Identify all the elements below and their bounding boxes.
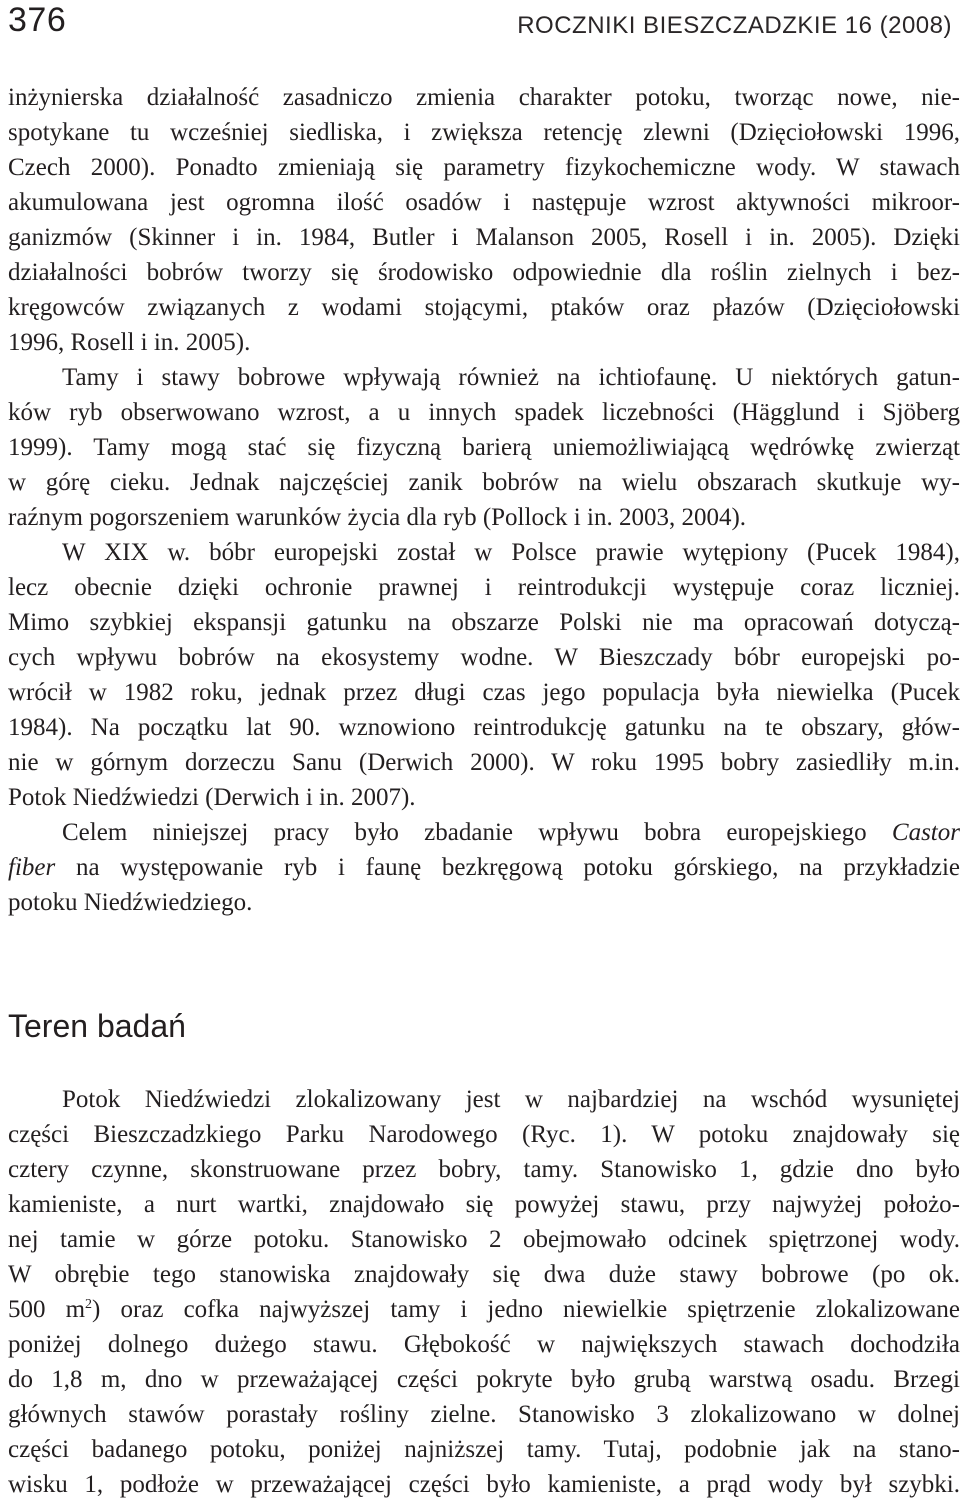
text-line: części badanego potoku, poniżej najniższej tamy. Tutaj, podobnie jak na stano-: [8, 1436, 960, 1463]
text-line: raźnym pogorszeniem warunków życia dla ryb (Pollock i in. 2003, 2004).: [8, 504, 747, 531]
page-number: 376: [8, 1, 67, 39]
running-head: ROCZNIKI BIESZCZADZKIE 16 (2008): [517, 12, 952, 39]
text-line: W obrębie tego stanowiska znajdowały się dwa duże stawy bobrowe (po ok.: [8, 1261, 960, 1288]
text-line: w górę cieku. Jednak najczęściej zanik bobrów na wielu obszarach skutkuje wy-: [8, 469, 960, 496]
text-line: Potok Niedźwiedzi zlokalizowany jest w najbardziej na wschód wysuniętej: [62, 1086, 960, 1113]
text-line: [8, 850, 960, 885]
section-paragraph: [8, 1082, 960, 1502]
text-line: inżynierska działalność zasadniczo zmienia charakter potoku, tworząc nowe, nie-: [8, 84, 960, 111]
text-line: [8, 815, 960, 850]
text-span: Celem niniejszej pracy było zbadanie wpływu bobra europejskiego: [62, 819, 867, 846]
text-line: Mimo szybkiej ekspansji gatunku na obszarze Polski nie ma opracowań dotyczą-: [8, 609, 960, 636]
species-name: Castor: [891, 819, 960, 846]
text-span: ) oraz cofka najwyższej tamy i jedno niewielkie spiętrzenie zlokalizowane: [92, 1296, 960, 1323]
text-line: Czech 2000). Ponadto zmieniają się parametry fizykochemiczne wody. W stawach: [8, 154, 960, 181]
section-title: Teren badań: [8, 1008, 186, 1044]
text-line: ganizmów (Skinner i in. 1984, Butler i Malanson 2005, Rosell i in. 2005). Dzięki: [8, 224, 960, 251]
text-line: wrócił w 1982 roku, jednak przez długi czas jego populacja była niewielka (Pucek: [8, 679, 960, 706]
text-span: na występowanie ryb i faunę bezkręgową potoku górskiego, na przykładzie: [75, 854, 960, 881]
text-line: do 1,8 m, dno w przeważającej części pokryte było grubą warstwą osadu. Brzegi: [8, 1366, 960, 1393]
text-line: lecz obecnie dzięki ochronie prawnej i reintrodukcji występuje coraz liczniej.: [8, 574, 960, 601]
superscript: 2: [85, 1297, 93, 1312]
text-line: kręgowców związanych z wodami stojącymi, ptaków oraz płazów (Dzięciołowski: [8, 294, 960, 321]
text-span: 500 m: [8, 1296, 86, 1323]
text-line: działalności bobrów tworzy się środowisko odpowiednie dla roślin zielnych i bez-: [8, 259, 960, 286]
text-line: cych wpływu bobrów na ekosystemy wodne. W Bieszczady bóbr europejski po-: [8, 644, 960, 671]
text-line: akumulowana jest ogromna ilość osadów i następuje wzrost aktywności mikroor-: [8, 189, 960, 216]
text-line: poniżej dolnego dużego stawu. Głębokość w największych stawach dochodziła: [8, 1331, 960, 1358]
text-line: ków ryb obserwowano wzrost, a u innych spadek liczebności (Hägglund i Sjöberg: [8, 399, 960, 426]
intro-paragraphs: [8, 80, 960, 920]
text-line: 1984). Na początku lat 90. wznowiono reintrodukcję gatunku na te obszary, głów-: [8, 714, 960, 741]
text-line: głównych stawów porastały rośliny zielne. Stanowisko 3 zlokalizowano w dolnej: [8, 1401, 960, 1428]
text-line: spotykane tu wcześniej siedliska, i zwiększa retencję zlewni (Dzięciołowski 1996,: [8, 119, 960, 146]
text-line: [8, 1292, 960, 1327]
page-header: [0, 0, 960, 60]
text-line: części Bieszczadzkiego Parku Narodowego (Ryc. 1). W potoku znajdowały się: [8, 1121, 960, 1148]
text-line: cztery czynne, skonstruowane przez bobry, tamy. Stanowisko 1, gdzie dno było: [8, 1156, 960, 1183]
text-line: nej tamie w górze potoku. Stanowisko 2 obejmowało odcinek spiętrzonej wody.: [8, 1226, 960, 1253]
text-line: W XIX w. bóbr europejski został w Polsce prawie wytępiony (Pucek 1984),: [62, 539, 960, 566]
text-line: nie w górnym dorzeczu Sanu (Derwich 2000). W roku 1995 bobry zasiedliły m.in.: [8, 749, 960, 776]
text-line: 1996, Rosell i in. 2005).: [8, 329, 251, 356]
species-name: fiber: [8, 854, 56, 881]
text-line: kamieniste, a nurt wartki, znajdowało się powyżej stawu, przy najwyżej położo-: [8, 1191, 960, 1218]
text-line: wisku 1, podłoże w przeważającej części było kamieniste, a prąd wody był szybki.: [8, 1471, 960, 1498]
text-line: potoku Niedźwiedziego.: [8, 889, 253, 916]
text-line: Potok Niedźwiedzi (Derwich i in. 2007).: [8, 784, 416, 811]
text-line: 1999). Tamy mogą stać się fizyczną barierą uniemożliwiającą wędrówkę zwierząt: [8, 434, 960, 461]
text-line: Tamy i stawy bobrowe wpływają również na ichtiofaunę. U niektórych gatun-: [62, 364, 960, 391]
